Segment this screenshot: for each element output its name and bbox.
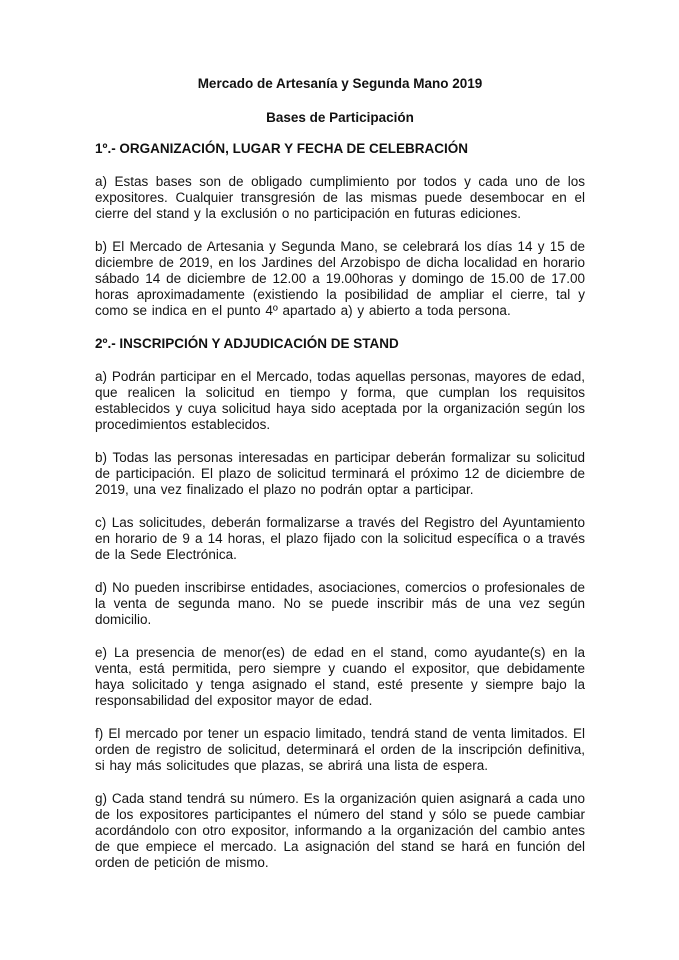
- section-2-paragraph-g: g) Cada stand tendrá su número. Es la organización quien asignará a cada uno de los expositores participantes el número del stand y sólo se puede cambiar acordándolo con otro expositor, informando a la organización del cambio antes de que empiece el mercado. La asignación del stand se hará en función del orden de petición de mismo.: [95, 791, 585, 870]
- document-subtitle: Bases de Participación: [266, 110, 414, 125]
- section-2-paragraph-c: c) Las solicitudes, deberán formalizarse a través del Registro del Ayuntamiento en horario de 9 a 14 horas, el plazo fijado con la solicitud específica o a través de la Sede Electrónica.: [95, 515, 585, 562]
- section-2-paragraph-f: f) El mercado por tener un espacio limitado, tendrá stand de venta limitados. El orden de registro de solicitud, determinará el orden de la inscripción definitiva, si hay más solicitudes que plazas, se abrirá una lista de espera.: [95, 726, 585, 773]
- section-2-paragraph-e: e) La presencia de menor(es) de edad en el stand, como ayudante(s) en la venta, está permitida, pero siempre y cuando el expositor, que debidamente haya solicitado y tenga asignado el stand, esté presente y siempre bajo la responsabilidad del expositor mayor de edad.: [95, 645, 585, 708]
- section-1-paragraph-a: a) Estas bases son de obligado cumplimiento por todos y cada uno de los expositores. Cualquier transgresión de las mismas puede desembocar en el cierre del stand y la exclusión o no participación en futuras ediciones.: [95, 174, 585, 221]
- section-2-paragraph-b: b) Todas las personas interesadas en participar deberán formalizar su solicitud de participación. El plazo de solicitud terminará el próximo 12 de diciembre de 2019, una vez finalizado el plazo no podrán optar a participar.: [95, 450, 585, 497]
- section-2-heading: 2º.- INSCRIPCIÓN Y ADJUDICACIÓN DE STAND: [95, 336, 399, 351]
- section-2-paragraph-d: d) No pueden inscribirse entidades, asociaciones, comercios o profesionales de la venta de segunda mano. No se puede inscribir más de una vez según domicilio.: [95, 580, 585, 627]
- section-2-paragraph-a: a) Podrán participar en el Mercado, todas aquellas personas, mayores de edad, que realicen la solicitud en tiempo y forma, que cumplan los requisitos establecidos y cuya solicitud haya sido aceptada por la organización según los procedimientos establecidos.: [95, 369, 585, 432]
- section-1-heading: 1º.- ORGANIZACIÓN, LUGAR Y FECHA DE CELEBRACIÓN: [95, 141, 468, 156]
- document-title: Mercado de Artesanía y Segunda Mano 2019: [197, 76, 483, 91]
- section-1-paragraph-b: b) El Mercado de Artesania y Segunda Mano, se celebrará los días 14 y 15 de diciembre de 2019, en los Jardines del Arzobispo de dicha localidad en horario sábado 14 de diciembre de 12.00 a 19.00horas y domingo de 15.00 de 17.00 horas aproximadamente (existiendo la posibilidad de ampliar el cierre, tal y como se indica en el punto 4º apartado a) y abierto a toda persona.: [95, 239, 585, 318]
